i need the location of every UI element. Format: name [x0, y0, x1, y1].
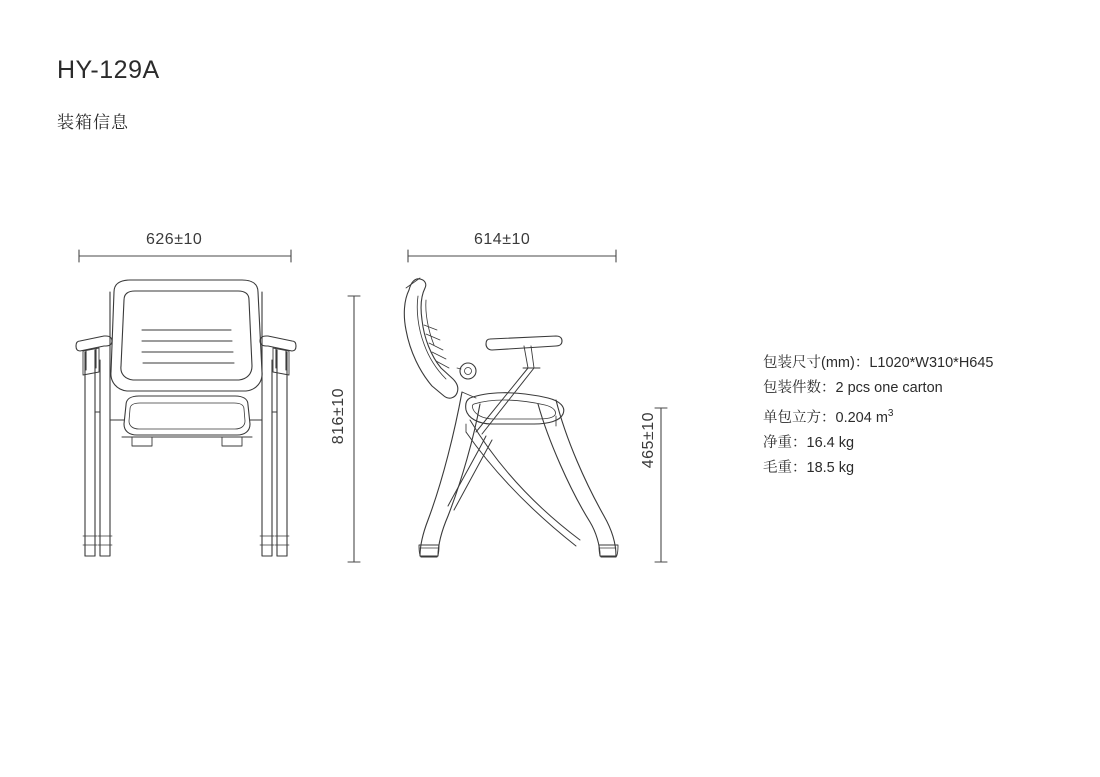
spec-label: 包装件数：: [763, 380, 836, 396]
front-width-dimension-line: [79, 250, 291, 262]
side-width-label: 614±10: [474, 231, 531, 248]
front-height-label: 816±10: [330, 388, 347, 445]
spec-value: 0.204 m: [835, 409, 888, 426]
spec-label: 毛重：: [763, 459, 807, 476]
chair-side-view-drawing: [404, 278, 618, 557]
section-title: 装箱信息: [57, 113, 129, 132]
spec-value: L1020*W310*H645: [869, 355, 994, 371]
spec-value: 16.4 kg: [806, 434, 855, 451]
spec-value: 18.5 kg: [806, 459, 855, 476]
spec-row-package-quantity: [763, 377, 993, 400]
packing-specs-list: [763, 352, 993, 482]
spec-row-gross-weight: [763, 457, 993, 480]
spec-label: 包装尺寸(mm)：: [763, 355, 870, 371]
spec-label: 单包立方：: [763, 409, 836, 426]
side-height-label: 465±10: [640, 412, 657, 469]
front-height-dimension-line: [348, 296, 360, 562]
spec-value-superscript: 3: [887, 408, 894, 419]
spec-row-net-weight: [763, 432, 993, 455]
front-width-label: 626±10: [146, 231, 203, 248]
spec-row-package-volume: [763, 402, 993, 430]
spec-label: 净重：: [763, 434, 807, 451]
chair-front-view-drawing: [76, 280, 296, 556]
spec-row-package-size: [763, 352, 993, 375]
spec-value: 2 pcs one carton: [835, 380, 943, 396]
page-title: HY-129A: [57, 56, 160, 84]
side-width-dimension-line: [408, 250, 616, 262]
